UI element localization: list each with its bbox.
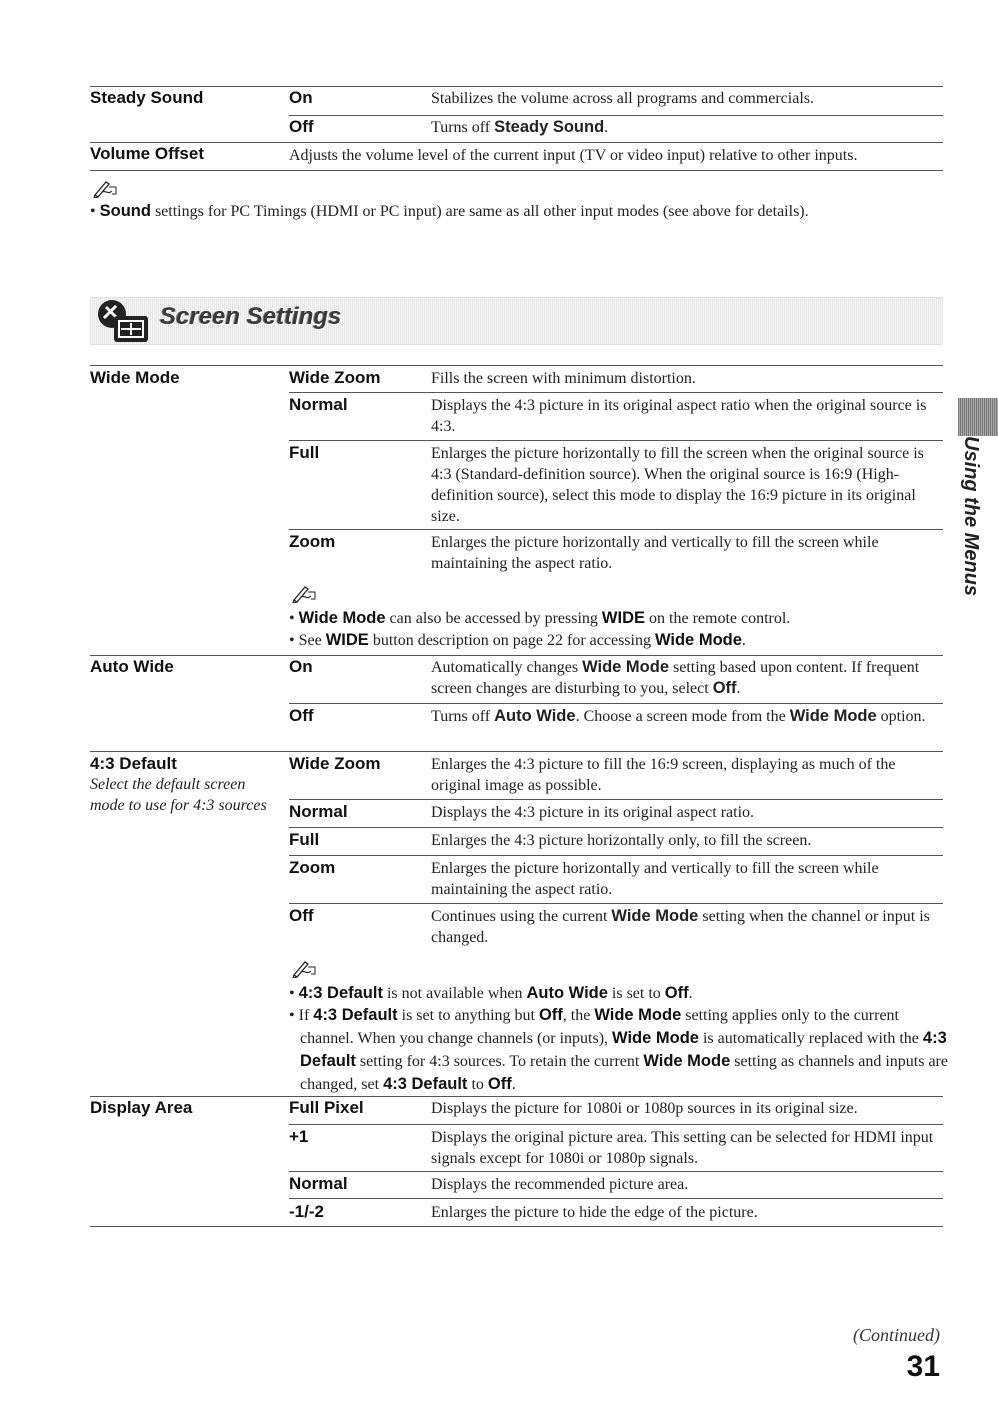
note-pencil-icon xyxy=(291,583,317,603)
wide-mode-option-desc: Fills the screen with minimum distortion. xyxy=(431,370,696,387)
default-43-off-desc: Continues using the current Wide Mode setting when the channel or input is changed. xyxy=(431,907,930,946)
side-tab-marker xyxy=(958,398,998,436)
wide-mode-option: Zoom xyxy=(289,532,336,551)
auto-wide-off: Off xyxy=(289,706,314,725)
default-43-option: Wide Zoom xyxy=(289,754,381,773)
default-43-sublabel: Select the default screen mode to use for 4:3 sources xyxy=(90,776,267,814)
volume-offset-label: Volume Offset xyxy=(90,144,204,163)
wide-mode-option: Full xyxy=(289,443,320,462)
wide-mode-label: Wide Mode xyxy=(90,368,180,387)
display-area-option-desc: Displays the picture for 1080i or 1080p sources in its original size. xyxy=(431,1100,858,1117)
wide-mode-option: Wide Zoom xyxy=(289,368,381,387)
wide-mode-option: Normal xyxy=(289,395,348,414)
auto-wide-label: Auto Wide xyxy=(90,657,174,676)
section-title: Screen Settings xyxy=(160,303,342,330)
default-43-note: • 4:3 Default is not available when Auto Wide is set to Off. xyxy=(289,984,693,1002)
steady-sound-on-desc: Stabilizes the volume across all programs and commercials. xyxy=(431,90,814,107)
steady-sound-off: Off xyxy=(289,117,314,136)
default-43-option: Zoom xyxy=(289,858,336,877)
default-43-option-desc: Enlarges the 4:3 picture to fill the 16:9 screen, displaying as much of the original image as possible. xyxy=(431,756,896,794)
display-area-option-desc: Displays the original picture area. This setting can be selected for HDMI input signals except for 1080i or 1080p signals. xyxy=(431,1129,934,1167)
auto-wide-off-desc: Turns off Auto Wide. Choose a screen mode from the Wide Mode option. xyxy=(431,707,926,725)
display-area-option: Normal xyxy=(289,1174,348,1193)
side-tab-label: Using the Menus xyxy=(960,436,982,597)
screen-settings-icon xyxy=(94,296,156,346)
page-number: 31 xyxy=(906,1350,940,1383)
default-43-option: Full xyxy=(289,830,320,849)
default-43-off: Off xyxy=(289,906,314,925)
default-43-option-desc: Displays the 4:3 picture in its original aspect ratio. xyxy=(431,804,755,821)
wide-mode-option-desc: Enlarges the picture horizontally and vertically to fill the screen while maintaining the aspect ratio. xyxy=(431,534,879,572)
display-area-option: +1 xyxy=(289,1127,309,1146)
default-43-label: 4:3 Default xyxy=(90,754,177,773)
wide-mode-option-desc: Displays the 4:3 picture in its original aspect ratio when the original source is 4:3. xyxy=(431,397,927,435)
auto-wide-on: On xyxy=(289,657,313,676)
display-area-option: Full Pixel xyxy=(289,1098,364,1117)
display-area-option-desc: Enlarges the picture to hide the edge of the picture. xyxy=(431,1204,758,1221)
note-pencil-icon xyxy=(92,178,118,198)
continued-label: (Continued) xyxy=(853,1325,940,1345)
steady-sound-off-desc: Turns off Steady Sound. xyxy=(431,118,609,136)
volume-offset-desc: Adjusts the volume level of the current input (TV or video input) relative to other inputs. xyxy=(289,147,858,164)
display-area-option-desc: Displays the recommended picture area. xyxy=(431,1176,689,1193)
steady-sound-on: On xyxy=(289,88,313,107)
default-43-option-desc: Enlarges the picture horizontally and vertically to fill the screen while maintaining the aspect ratio. xyxy=(431,860,879,898)
default-43-option-desc: Enlarges the 4:3 picture horizontally only, to fill the screen. xyxy=(431,832,812,849)
display-area-option: -1/-2 xyxy=(289,1202,324,1221)
wide-mode-note: • Wide Mode can also be accessed by pressing WIDE on the remote control. xyxy=(289,609,791,627)
default-43-option: Normal xyxy=(289,802,348,821)
wide-mode-option-desc: Enlarges the picture horizontally to fill the screen when the original source is 4:3 (Standard-definition source). When the original source is 16:9 (High-definition source), select this mode to display the 16:9 picture in its original size. xyxy=(431,445,924,525)
default-43-note: • If 4:3 Default is set to anything but Off, the Wide Mode setting applies only to the current channel. When you change channels (or inputs), Wide Mode is automatically replaced with the 4:3 Default setting for 4:3 sources. To retain the current Wide Mode setting as channels and inputs are changed, set 4:3 Default to Off. xyxy=(289,1006,948,1093)
steady-sound-label: Steady Sound xyxy=(90,88,204,107)
note-pencil-icon xyxy=(291,958,317,978)
display-area-label: Display Area xyxy=(90,1098,193,1117)
wide-mode-note: • See WIDE button description on page 22 for accessing Wide Mode. xyxy=(289,631,746,649)
auto-wide-on-desc: Automatically changes Wide Mode setting based upon content. If frequent screen changes are disturbing to you, select Off. xyxy=(431,658,920,697)
sound-note: • Sound settings for PC Timings (HDMI or PC input) are same as all other input modes (see above for details). xyxy=(90,202,809,220)
